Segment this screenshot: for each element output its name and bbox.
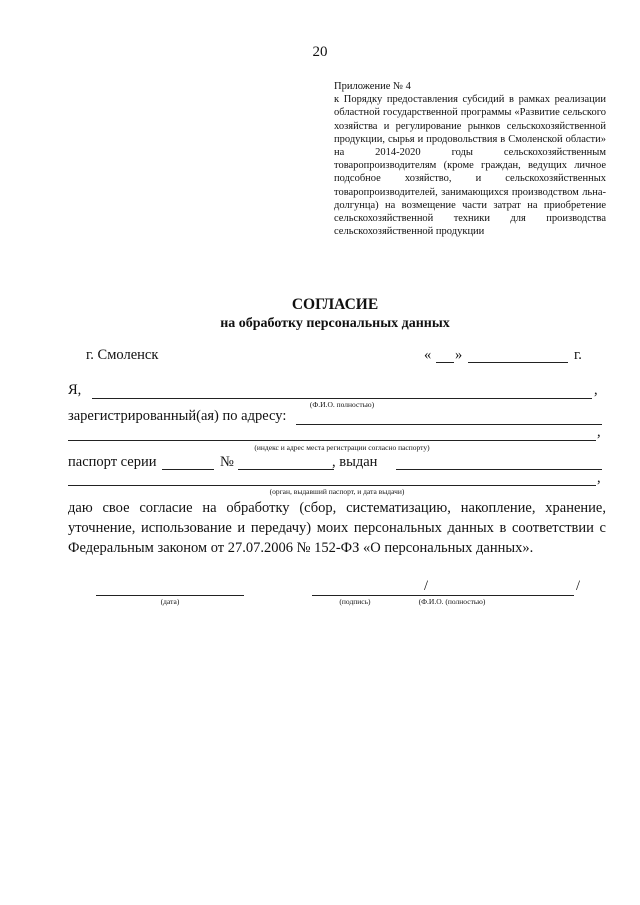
- issuer-caption: (орган, выдавший паспорт, и дата выдачи): [269, 487, 405, 496]
- signature-slash-1: /: [424, 578, 429, 594]
- issuer-comma: ,: [597, 470, 601, 486]
- address-field-1[interactable]: [296, 424, 602, 425]
- appendix-block: [334, 80, 606, 238]
- date-day-field[interactable]: [436, 362, 454, 363]
- appendix-text: к Порядку предоставления субсидий в рамках реализации областной государственной программы «Развитие сельского хозяйства и регулирование рынков сельскохозяйственной продукции, сырья и продовольствия в Смоленской области» на 2014-2020 годы сельскохозяйственным товаропроизводителям (кроме граждан, ведущих личное подсобное хозяйство, и сельскохозяйственных товаропроизводителей, занимающихся производством льна-долгунца) на возмещение части затрат на приобретение сельскохозяйственной техники для производства сельскохозяйственной продукции: [334, 94, 606, 238]
- date-close-quote: »: [455, 347, 463, 363]
- year-suffix: г.: [574, 347, 582, 363]
- issuer-field-1[interactable]: [396, 469, 602, 470]
- signature-caption: (подпись): [339, 597, 371, 606]
- date-caption: (дата): [160, 597, 180, 606]
- issued-label: , выдан: [332, 454, 378, 470]
- issuer-field-2[interactable]: [68, 485, 596, 486]
- passport-number-label: №: [220, 454, 234, 470]
- page-number: 20: [312, 44, 328, 60]
- city-label: г. Смоленск: [86, 347, 159, 363]
- passport-series-field[interactable]: [162, 469, 214, 470]
- address-comma: ,: [597, 424, 601, 440]
- date-signature-field[interactable]: [96, 595, 244, 596]
- date-open-quote: «: [424, 347, 432, 363]
- date-month-field[interactable]: [468, 362, 568, 363]
- passport-series-label: паспорт серии: [68, 454, 157, 470]
- signature-field[interactable]: [312, 595, 574, 596]
- document-title: СОГЛАСИЕ: [291, 296, 379, 313]
- signature-slash-2: /: [576, 578, 581, 594]
- fio-field[interactable]: [92, 398, 592, 399]
- address-field-2[interactable]: [68, 440, 596, 441]
- fio-signature-caption: (Ф.И.О. (полностью): [418, 597, 486, 606]
- fio-caption: (Ф.И.О. полностью): [309, 400, 375, 409]
- fio-comma: ,: [594, 382, 598, 398]
- appendix-title: Приложение № 4: [334, 81, 411, 92]
- passport-number-field[interactable]: [238, 469, 334, 470]
- document-subtitle: на обработку персональных данных: [220, 316, 450, 331]
- consent-paragraph: [68, 498, 606, 558]
- consent-text: даю свое согласие на обработку (сбор, систематизацию, накопление, хранение, уточнение, использование и передачу) моих персональных данных в соответствии с Федеральным законом от 27.07.2006 № 152-ФЗ «О персональных данных».: [68, 500, 606, 556]
- address-caption: (индекс и адрес места регистрации согласно паспорту): [254, 443, 430, 452]
- i-label: Я,: [68, 382, 82, 398]
- registered-label: зарегистрированный(ая) по адресу:: [68, 408, 287, 424]
